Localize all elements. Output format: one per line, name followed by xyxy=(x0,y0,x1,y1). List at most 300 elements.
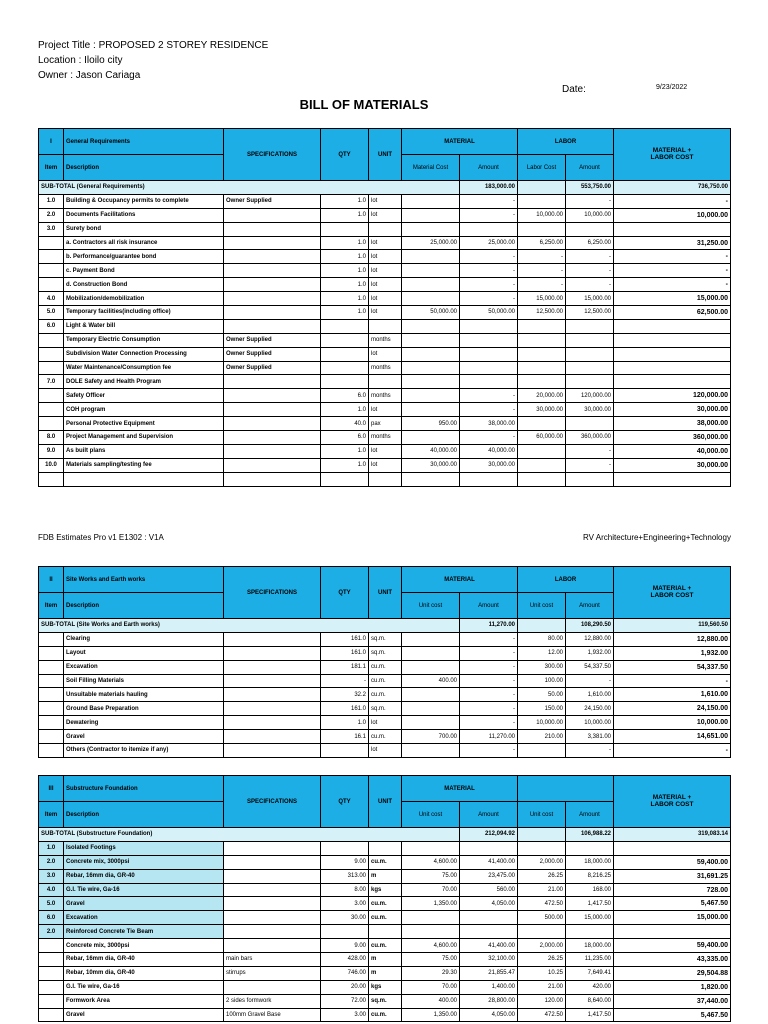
labor-amount: 54,337.50 xyxy=(566,660,614,674)
table-row xyxy=(39,472,731,486)
item-no xyxy=(39,980,64,994)
total-cost: 1,932.00 xyxy=(614,646,731,660)
section-table-site-works xyxy=(38,566,731,758)
material-amount: - xyxy=(460,292,518,306)
item-no xyxy=(39,347,64,361)
labor-unit-cost xyxy=(518,472,566,486)
item-qty: 1.0 xyxy=(321,444,369,458)
header-description: Description xyxy=(64,802,224,828)
item-no xyxy=(39,702,64,716)
labor-amount: 10,000.00 xyxy=(566,208,614,222)
item-description: Dewatering xyxy=(64,716,224,730)
item-unit: lot xyxy=(369,208,402,222)
item-qty xyxy=(321,925,369,939)
item-description: Clearing xyxy=(64,632,224,646)
total-cost: 5,467.50 xyxy=(614,1008,731,1022)
material-amount xyxy=(460,222,518,236)
header-material: MATERIAL xyxy=(402,567,518,593)
item-no xyxy=(39,688,64,702)
header-item: Item xyxy=(39,593,64,619)
subtotal-blank xyxy=(518,828,566,842)
item-no xyxy=(39,250,64,264)
total-cost: 38,000.00 xyxy=(614,417,731,431)
labor-amount: 15,000.00 xyxy=(566,292,614,306)
labor-amount: 11,235.00 xyxy=(566,953,614,967)
table-row xyxy=(39,319,731,333)
material-unit-cost xyxy=(402,361,460,375)
total-cost: - xyxy=(614,264,731,278)
item-no xyxy=(39,953,64,967)
labor-unit-cost: 2,000.00 xyxy=(518,939,566,953)
item-qty xyxy=(321,319,369,333)
item-qty: 1.0 xyxy=(321,250,369,264)
total-cost: 30,000.00 xyxy=(614,458,731,472)
table-row xyxy=(39,347,731,361)
labor-unit-cost: 60,000.00 xyxy=(518,431,566,445)
item-description: DOLE Safety and Health Program xyxy=(64,375,224,389)
material-amount: - xyxy=(460,688,518,702)
subtotal-material: 183,000.00 xyxy=(460,181,518,195)
total-cost xyxy=(614,472,731,486)
material-amount: - xyxy=(460,208,518,222)
item-qty xyxy=(321,472,369,486)
material-unit-cost xyxy=(402,194,460,208)
labor-unit-cost: - xyxy=(518,264,566,278)
table-row xyxy=(39,1008,731,1022)
header-material: MATERIAL xyxy=(402,129,518,155)
item-no xyxy=(39,939,64,953)
item-spec xyxy=(224,744,321,758)
total-cost: 14,651.00 xyxy=(614,730,731,744)
material-amount xyxy=(460,925,518,939)
item-unit: cu.m. xyxy=(369,855,402,869)
item-spec xyxy=(224,444,321,458)
material-unit-cost: 700.00 xyxy=(402,730,460,744)
subtotal-label: SUB-TOTAL (Site Works and Earth works) xyxy=(39,619,460,633)
date-label: Date: xyxy=(562,84,586,95)
header-labor xyxy=(518,776,614,802)
item-qty: 1.0 xyxy=(321,716,369,730)
labor-amount: - xyxy=(566,744,614,758)
table-row xyxy=(39,925,731,939)
header-unit: UNIT xyxy=(369,776,402,828)
item-description: Mobilization/demobilization xyxy=(64,292,224,306)
material-unit-cost: 4,600.00 xyxy=(402,855,460,869)
table-row xyxy=(39,236,731,250)
header-labor-amount: Amount xyxy=(566,593,614,619)
table-row xyxy=(39,389,731,403)
item-no xyxy=(39,1008,64,1022)
material-unit-cost: 400.00 xyxy=(402,674,460,688)
item-unit: lot xyxy=(369,444,402,458)
total-cost xyxy=(614,319,731,333)
material-amount: - xyxy=(460,646,518,660)
header-labor: LABOR xyxy=(518,567,614,593)
section-number: I xyxy=(39,129,64,155)
labor-amount: 30,000.00 xyxy=(566,403,614,417)
table-row xyxy=(39,361,731,375)
date-value: 9/23/2022 xyxy=(656,84,688,91)
item-spec xyxy=(224,688,321,702)
header-labor-unit-cost: Labor Cost xyxy=(518,155,566,181)
material-amount: - xyxy=(460,264,518,278)
material-unit-cost: 29.30 xyxy=(402,966,460,980)
material-unit-cost xyxy=(402,264,460,278)
labor-amount xyxy=(566,472,614,486)
header-row xyxy=(39,567,731,593)
section-name: General Requirements xyxy=(64,129,224,155)
labor-unit-cost: 500.00 xyxy=(518,911,566,925)
item-description: Water Maintenance/Consumption fee xyxy=(64,361,224,375)
labor-unit-cost: 50.00 xyxy=(518,688,566,702)
subtotal-row xyxy=(39,619,731,633)
material-amount: - xyxy=(460,389,518,403)
item-qty: 1.0 xyxy=(321,458,369,472)
item-no xyxy=(39,417,64,431)
header-specifications: SPECIFICATIONS xyxy=(224,129,321,181)
table-row xyxy=(39,306,731,320)
item-no: 9.0 xyxy=(39,444,64,458)
item-qty: 1.0 xyxy=(321,208,369,222)
item-spec xyxy=(224,208,321,222)
header-unit: UNIT xyxy=(369,567,402,619)
total-cost: 24,150.00 xyxy=(614,702,731,716)
header-material-amount: Amount xyxy=(460,155,518,181)
header-material-labor-cost: MATERIAL + LABOR COST xyxy=(614,776,731,828)
item-no xyxy=(39,966,64,980)
subtotal-total: 119,560.50 xyxy=(614,619,731,633)
labor-unit-cost: 10,000.00 xyxy=(518,716,566,730)
header-material-labor-cost: MATERIAL + LABOR COST xyxy=(614,129,731,181)
table-row xyxy=(39,869,731,883)
material-amount xyxy=(460,911,518,925)
item-qty: 1.0 xyxy=(321,403,369,417)
labor-amount: 1,610.00 xyxy=(566,688,614,702)
item-no: 1.0 xyxy=(39,194,64,208)
material-unit-cost: 75.00 xyxy=(402,869,460,883)
labor-unit-cost: 472.50 xyxy=(518,897,566,911)
material-unit-cost xyxy=(402,744,460,758)
item-unit: sq.m. xyxy=(369,646,402,660)
item-unit: lot xyxy=(369,306,402,320)
item-description: Rebar, 10mm dia, GR-40 xyxy=(64,966,224,980)
total-cost: 728.00 xyxy=(614,883,731,897)
material-unit-cost xyxy=(402,632,460,646)
total-cost: 10,000.00 xyxy=(614,208,731,222)
item-spec: Owner Supplied xyxy=(224,361,321,375)
item-no: 2.0 xyxy=(39,855,64,869)
material-amount: - xyxy=(460,403,518,417)
labor-unit-cost: 30,000.00 xyxy=(518,403,566,417)
header-qty: QTY xyxy=(321,567,369,619)
material-unit-cost: 40,000.00 xyxy=(402,444,460,458)
item-description: Building & Occupancy permits to complete xyxy=(64,194,224,208)
material-amount: 40,000.00 xyxy=(460,444,518,458)
material-amount: 4,050.00 xyxy=(460,1008,518,1022)
item-spec xyxy=(224,980,321,994)
labor-unit-cost: 26.25 xyxy=(518,869,566,883)
material-amount xyxy=(460,319,518,333)
labor-amount: 1,417.50 xyxy=(566,1008,614,1022)
item-unit: pax xyxy=(369,417,402,431)
material-unit-cost xyxy=(402,431,460,445)
item-no xyxy=(39,744,64,758)
labor-amount: 18,000.00 xyxy=(566,855,614,869)
item-spec xyxy=(224,292,321,306)
item-no: 2.0 xyxy=(39,208,64,222)
total-cost: 120,000.00 xyxy=(614,389,731,403)
total-cost: 31,691.25 xyxy=(614,869,731,883)
item-description: Excavation xyxy=(64,911,224,925)
material-amount: - xyxy=(460,431,518,445)
labor-unit-cost: 2,000.00 xyxy=(518,855,566,869)
item-spec: stirrups xyxy=(224,966,321,980)
item-description: Concrete mix, 3000psi xyxy=(64,939,224,953)
item-qty xyxy=(321,361,369,375)
item-qty xyxy=(321,222,369,236)
item-unit: lot xyxy=(369,716,402,730)
material-amount xyxy=(460,472,518,486)
section-number: II xyxy=(39,567,64,593)
labor-amount: - xyxy=(566,444,614,458)
material-unit-cost: 30,000.00 xyxy=(402,458,460,472)
labor-unit-cost xyxy=(518,458,566,472)
total-cost: 1,820.00 xyxy=(614,980,731,994)
item-unit: lot xyxy=(369,278,402,292)
item-unit: cu.m. xyxy=(369,897,402,911)
item-description: Rebar, 16mm dia, GR-40 xyxy=(64,869,224,883)
item-unit: lot xyxy=(369,347,402,361)
item-spec xyxy=(224,660,321,674)
header-labor-unit-cost: Unit cost xyxy=(518,593,566,619)
labor-unit-cost xyxy=(518,375,566,389)
section-table-substructure xyxy=(38,775,731,1022)
item-qty xyxy=(321,744,369,758)
item-spec xyxy=(224,417,321,431)
item-qty: 30.00 xyxy=(321,911,369,925)
item-spec xyxy=(224,897,321,911)
item-spec xyxy=(224,646,321,660)
item-no: 10.0 xyxy=(39,458,64,472)
header-labor: LABOR xyxy=(518,129,614,155)
table-row xyxy=(39,966,731,980)
total-cost: 15,000.00 xyxy=(614,292,731,306)
header-labor-unit-cost: Unit cost xyxy=(518,802,566,828)
total-cost xyxy=(614,222,731,236)
labor-amount: 24,150.00 xyxy=(566,702,614,716)
item-description: Ground Base Preparation xyxy=(64,702,224,716)
item-description: Gravel xyxy=(64,1008,224,1022)
material-amount: 23,475.00 xyxy=(460,869,518,883)
table-row xyxy=(39,716,731,730)
header-labor-amount: Amount xyxy=(566,155,614,181)
subtotal-label: SUB-TOTAL (Substructure Foundation) xyxy=(39,828,460,842)
item-description: G.I. Tie wire, Ga-16 xyxy=(64,980,224,994)
item-description: Temporary facilities(including office) xyxy=(64,306,224,320)
labor-unit-cost: 12.00 xyxy=(518,646,566,660)
item-description: Layout xyxy=(64,646,224,660)
total-cost: 62,500.00 xyxy=(614,306,731,320)
material-amount: 38,000.00 xyxy=(460,417,518,431)
item-unit: cu.m. xyxy=(369,730,402,744)
section-number: III xyxy=(39,776,64,802)
header-qty: QTY xyxy=(321,776,369,828)
material-amount: - xyxy=(460,744,518,758)
material-amount: 4,050.00 xyxy=(460,897,518,911)
header-material-unit-cost: Unit cost xyxy=(402,593,460,619)
item-qty: 9.00 xyxy=(321,939,369,953)
material-unit-cost xyxy=(402,292,460,306)
material-amount: 30,000.00 xyxy=(460,458,518,472)
item-unit: lot xyxy=(369,250,402,264)
labor-amount: 10,000.00 xyxy=(566,716,614,730)
labor-amount: 120,000.00 xyxy=(566,389,614,403)
material-unit-cost xyxy=(402,660,460,674)
table-row xyxy=(39,660,731,674)
total-cost: 12,880.00 xyxy=(614,632,731,646)
item-description: Personal Protective Equipment xyxy=(64,417,224,431)
labor-unit-cost: 6,250.00 xyxy=(518,236,566,250)
item-unit xyxy=(369,841,402,855)
item-qty: 161.0 xyxy=(321,702,369,716)
item-spec xyxy=(224,911,321,925)
item-unit xyxy=(369,319,402,333)
header-description: Description xyxy=(64,155,224,181)
labor-unit-cost xyxy=(518,444,566,458)
table-row xyxy=(39,431,731,445)
item-description: Project Management and Supervision xyxy=(64,431,224,445)
item-unit: cu.m. xyxy=(369,1008,402,1022)
labor-amount: 1,417.50 xyxy=(566,897,614,911)
item-description: Formwork Area xyxy=(64,994,224,1008)
item-description: G.I. Tie wire, Ga-16 xyxy=(64,883,224,897)
table-row xyxy=(39,980,731,994)
item-unit: months xyxy=(369,333,402,347)
item-qty: 1.0 xyxy=(321,292,369,306)
table-row xyxy=(39,674,731,688)
item-spec xyxy=(224,403,321,417)
labor-unit-cost: 10,000.00 xyxy=(518,208,566,222)
material-unit-cost xyxy=(402,375,460,389)
item-unit: months xyxy=(369,431,402,445)
labor-unit-cost: 26.25 xyxy=(518,953,566,967)
item-qty xyxy=(321,347,369,361)
item-no xyxy=(39,646,64,660)
item-unit: sq.m. xyxy=(369,702,402,716)
labor-unit-cost xyxy=(518,417,566,431)
table-row xyxy=(39,278,731,292)
material-unit-cost xyxy=(402,716,460,730)
labor-unit-cost xyxy=(518,222,566,236)
item-unit: m xyxy=(369,953,402,967)
item-no xyxy=(39,472,64,486)
item-description: a. Contractors all risk insurance xyxy=(64,236,224,250)
item-spec xyxy=(224,632,321,646)
item-spec xyxy=(224,306,321,320)
labor-amount: 12,880.00 xyxy=(566,632,614,646)
header-material-labor-cost: MATERIAL + LABOR COST xyxy=(614,567,731,619)
material-unit-cost xyxy=(402,841,460,855)
item-qty: 313.00 xyxy=(321,869,369,883)
material-unit-cost: 1,350.00 xyxy=(402,897,460,911)
total-cost: 43,335.00 xyxy=(614,953,731,967)
labor-unit-cost: 210.00 xyxy=(518,730,566,744)
item-no xyxy=(39,361,64,375)
labor-amount: - xyxy=(566,250,614,264)
header-specifications: SPECIFICATIONS xyxy=(224,776,321,828)
material-amount: 11,270.00 xyxy=(460,730,518,744)
item-spec xyxy=(224,389,321,403)
labor-unit-cost: 300.00 xyxy=(518,660,566,674)
material-amount: - xyxy=(460,278,518,292)
item-qty: 3.00 xyxy=(321,897,369,911)
material-amount: 25,000.00 xyxy=(460,236,518,250)
table-row xyxy=(39,458,731,472)
item-unit: cu.m. xyxy=(369,939,402,953)
labor-amount xyxy=(566,417,614,431)
total-cost: 59,400.00 xyxy=(614,855,731,869)
table-row xyxy=(39,855,731,869)
labor-amount xyxy=(566,375,614,389)
labor-unit-cost xyxy=(518,841,566,855)
item-description xyxy=(64,472,224,486)
item-spec xyxy=(224,236,321,250)
table-row xyxy=(39,194,731,208)
item-unit: cu.m. xyxy=(369,674,402,688)
header-row xyxy=(39,129,731,155)
item-qty: 1.0 xyxy=(321,278,369,292)
item-qty: 32.2 xyxy=(321,688,369,702)
item-spec xyxy=(224,375,321,389)
labor-unit-cost xyxy=(518,194,566,208)
item-no: 4.0 xyxy=(39,883,64,897)
labor-unit-cost xyxy=(518,333,566,347)
labor-amount: 8,216.25 xyxy=(566,869,614,883)
item-description: c. Payment Bond xyxy=(64,264,224,278)
labor-amount: - xyxy=(566,278,614,292)
item-description: Concrete mix, 3000psi xyxy=(64,855,224,869)
table-row xyxy=(39,883,731,897)
material-amount: 28,800.00 xyxy=(460,994,518,1008)
labor-amount: 360,000.00 xyxy=(566,431,614,445)
total-cost: 1,610.00 xyxy=(614,688,731,702)
labor-unit-cost xyxy=(518,319,566,333)
item-unit: m xyxy=(369,869,402,883)
subtotal-blank xyxy=(518,619,566,633)
total-cost xyxy=(614,347,731,361)
header-item: Item xyxy=(39,802,64,828)
project-title: Project Title : PROPOSED 2 STOREY RESIDENCE xyxy=(38,40,269,51)
table-row xyxy=(39,841,731,855)
item-spec xyxy=(224,883,321,897)
material-amount: 41,400.00 xyxy=(460,939,518,953)
item-spec xyxy=(224,278,321,292)
item-no xyxy=(39,264,64,278)
item-unit: lot xyxy=(369,744,402,758)
item-qty: 6.0 xyxy=(321,431,369,445)
table-row xyxy=(39,403,731,417)
header-material-unit-cost: Unit cost xyxy=(402,802,460,828)
material-amount xyxy=(460,375,518,389)
header-material-amount: Amount xyxy=(460,593,518,619)
header-unit: UNIT xyxy=(369,129,402,181)
total-cost: 30,000.00 xyxy=(614,403,731,417)
labor-unit-cost xyxy=(518,347,566,361)
material-unit-cost xyxy=(402,250,460,264)
item-description: Unsuitable materials hauling xyxy=(64,688,224,702)
material-amount xyxy=(460,333,518,347)
item-spec: main bars xyxy=(224,953,321,967)
